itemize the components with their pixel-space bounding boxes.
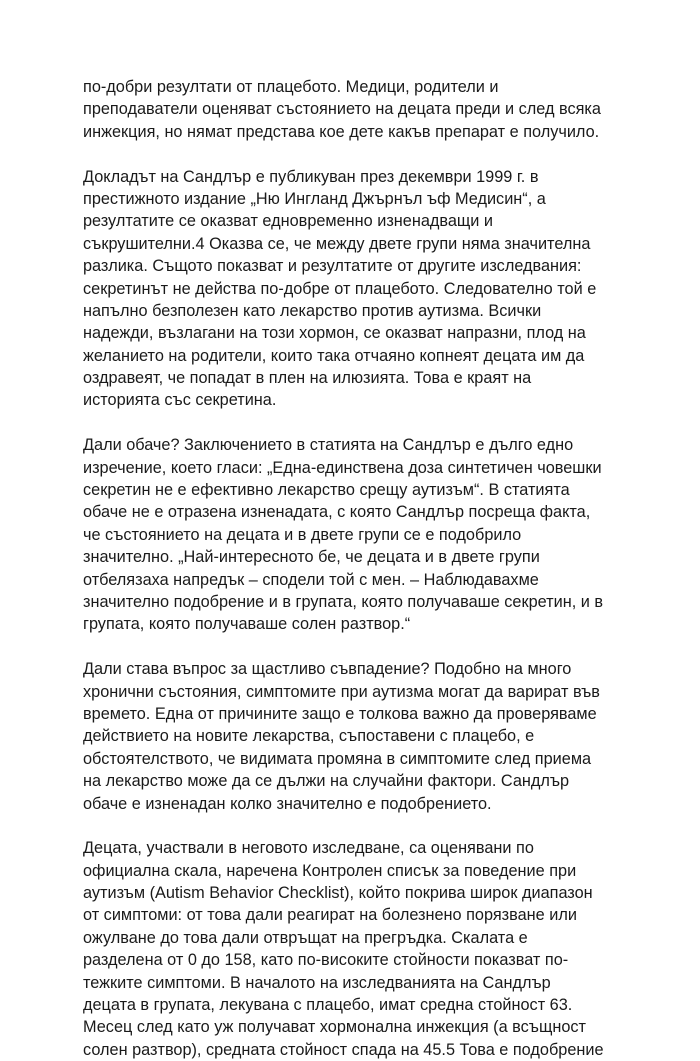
text-line: тежките симптоми. В началото на изследванията на Сандлър (83, 973, 551, 992)
text-line: по-добри резултати от плацебото. Медици, родители и (83, 78, 499, 96)
text-line: обаче е изненадан колко значително е подобрението. (83, 794, 492, 813)
text-line: желанието на родители, които така отчаяно копнеят децата им да (83, 346, 585, 365)
text-line: обстоятелството, че видимата промяна в симптомите след приема (83, 749, 592, 768)
text-line: ожулване до това дали отвръщат на прегръдка. Скалата е (83, 928, 528, 947)
text-line: разделена от 0 до 158, като по-високите стойности показват по- (83, 951, 569, 970)
text-line: съкрушителни.4 Оказва се, че между двете групи няма значителна (83, 234, 591, 253)
text-line: хронични състояния, симптомите при аутизма могат да варират във (83, 682, 600, 701)
text-line: Месец след като уж получават хормонална инжекция (а всъщност (83, 1018, 586, 1037)
text-line: престижното издание „Ню Ингланд Джърнъл ъф Медисин“, а (83, 189, 546, 208)
text-line: Децата, участвали в неговото изследване, са оценявани по (83, 839, 534, 858)
paragraph (83, 837, 623, 1061)
paragraph (83, 76, 623, 143)
text-line: секретин не е ефективно лекарство срещу аутизъм“. В статията (83, 481, 570, 500)
text-line: историята със секретина. (83, 391, 277, 410)
document-page (83, 76, 623, 1061)
text-line: обаче не е отразена изненадата, с която Сандлър посреща факта, (83, 503, 591, 522)
paragraph (83, 658, 623, 815)
text-line: аутизъм (Autism Behavior Checklist), който покрива широк диапазон (83, 884, 593, 903)
paragraph (83, 166, 623, 412)
text-line: действието на новите лекарства, съпоставени с плацебо, е (83, 727, 535, 746)
text-line: напълно безполезен като лекарство против аутизма. Всички (83, 301, 542, 320)
text-line: значително. „Най-интересното бе, че децата и в двете групи (83, 548, 540, 567)
text-line: от симптоми: от това дали реагират на болезнено порязване или (83, 906, 577, 925)
text-line: Докладът на Сандлър е публикуван през декември 1999 г. в (83, 167, 539, 186)
paragraph (83, 434, 623, 636)
text-line: резултатите се оказват едновременно изненадващи и (83, 212, 494, 231)
text-line: че състоянието на децата и в двете групи се е подобрило (83, 525, 522, 544)
text-line: разлика. Същото показват и резултатите от другите изследвания: (83, 257, 582, 276)
text-line: надежди, възлагани на този хормон, се оказват напразни, плод на (83, 324, 586, 343)
text-line: инжекция, но нямат представа кое дете какъв препарат е получило. (83, 122, 600, 141)
text-line: солен разтвор), средната стойност спада на 45.5 Това е подобрение (83, 1040, 604, 1059)
text-line: Дали обаче? Заключението в статията на Сандлър е дълго едно (83, 436, 574, 455)
text-line: децата в групата, лекувана с плацебо, имат средна стойност 63. (83, 996, 573, 1015)
text-line: групата, която получаваше солен разтвор.“ (83, 615, 411, 634)
text-line: времето. Една от причините защо е толкова важно да проверяваме (83, 704, 597, 723)
text-line: значително подобрение и в групата, която получаваше секретин, и в (83, 592, 604, 611)
text-line: на лекарство може да се дължи на случайни фактори. Сандлър (83, 772, 570, 791)
text-line: изречение, което гласи: „Една-единствена доза синтетичен човешки (83, 458, 602, 477)
text-line: официална скала, наречена Контролен списък за поведение при (83, 861, 577, 880)
text-line: отбелязаха напредък – сподели той с мен. – Наблюдавахме (83, 570, 539, 589)
text-line: преподаватели оценяват състоянието на децата преди и след всяка (83, 100, 601, 119)
text-line: Дали става въпрос за щастливо съвпадение? Подобно на много (83, 660, 572, 679)
text-line: оздравеят, че попадат в плен на илюзията. Това е краят на (83, 369, 532, 388)
text-line: секретинът не действа по-добре от плацебото. Следователно той е (83, 279, 597, 298)
